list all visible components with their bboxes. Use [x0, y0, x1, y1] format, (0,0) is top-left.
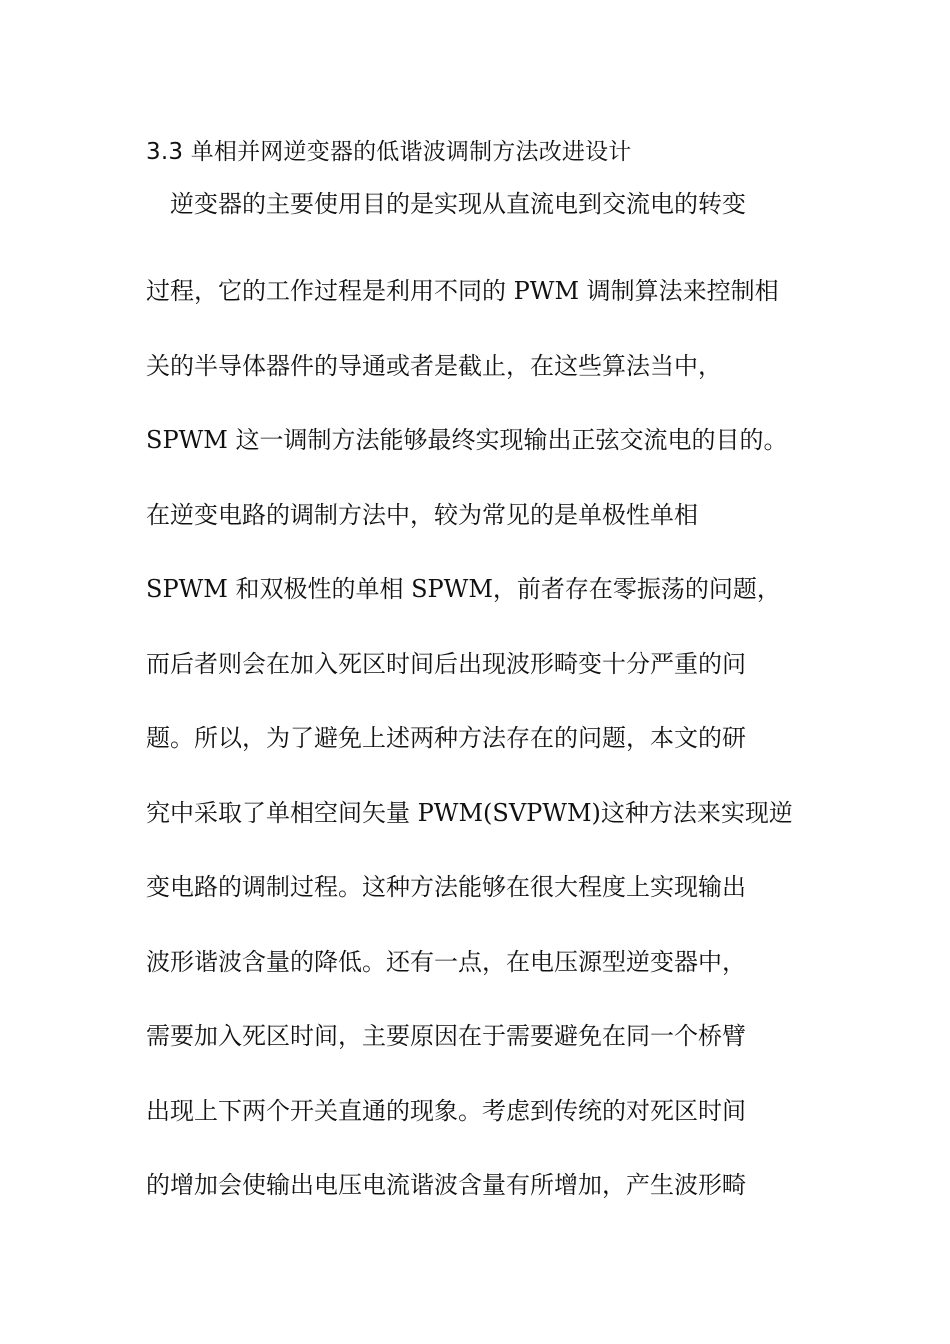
paragraph-line-11: 波形谐波含量的降低。还有一点，在电压源型逆变器中， — [146, 948, 746, 976]
paragraph-line-9: 究中采取了单相空间矢量 PWM(SVPWM)这种方法来实现逆 — [146, 799, 793, 827]
paragraph-line-1: 逆变器的主要使用目的是实现从直流电到交流电的转变 — [146, 190, 746, 218]
paragraph-line-12: 需要加入死区时间，主要原因在于需要避免在同一个桥臂 — [146, 1022, 746, 1050]
paragraph-line-5: 在逆变电路的调制方法中，较为常见的是单极性单相 — [146, 501, 698, 529]
paragraph-line-14: 的增加会使输出电压电流谐波含量有所增加，产生波形畸 — [146, 1171, 746, 1199]
paragraph-line-13: 出现上下两个开关直通的现象。考虑到传统的对死区时间 — [146, 1097, 746, 1125]
paragraph-line-8: 题。所以，为了避免上述两种方法存在的问题，本文的研 — [146, 724, 746, 752]
paragraph-line-2: 过程，它的工作过程是利用不同的 PWM 调制算法来控制相 — [146, 277, 779, 305]
paragraph-line-4: SPWM 这一调制方法能够最终实现输出正弦交流电的目的。 — [146, 426, 788, 454]
section-heading: 3.3 单相并网逆变器的低谐波调制方法改进设计 — [146, 139, 632, 165]
paragraph-line-7: 而后者则会在加入死区时间后出现波形畸变十分严重的问 — [146, 650, 746, 678]
paragraph-line-10: 变电路的调制过程。这种方法能够在很大程度上实现输出 — [146, 873, 746, 901]
paragraph-line-3: 关的半导体器件的导通或者是截止，在这些算法当中， — [146, 352, 722, 380]
paragraph-line-6: SPWM 和双极性的单相 SPWM，前者存在零振荡的问题， — [146, 575, 781, 603]
